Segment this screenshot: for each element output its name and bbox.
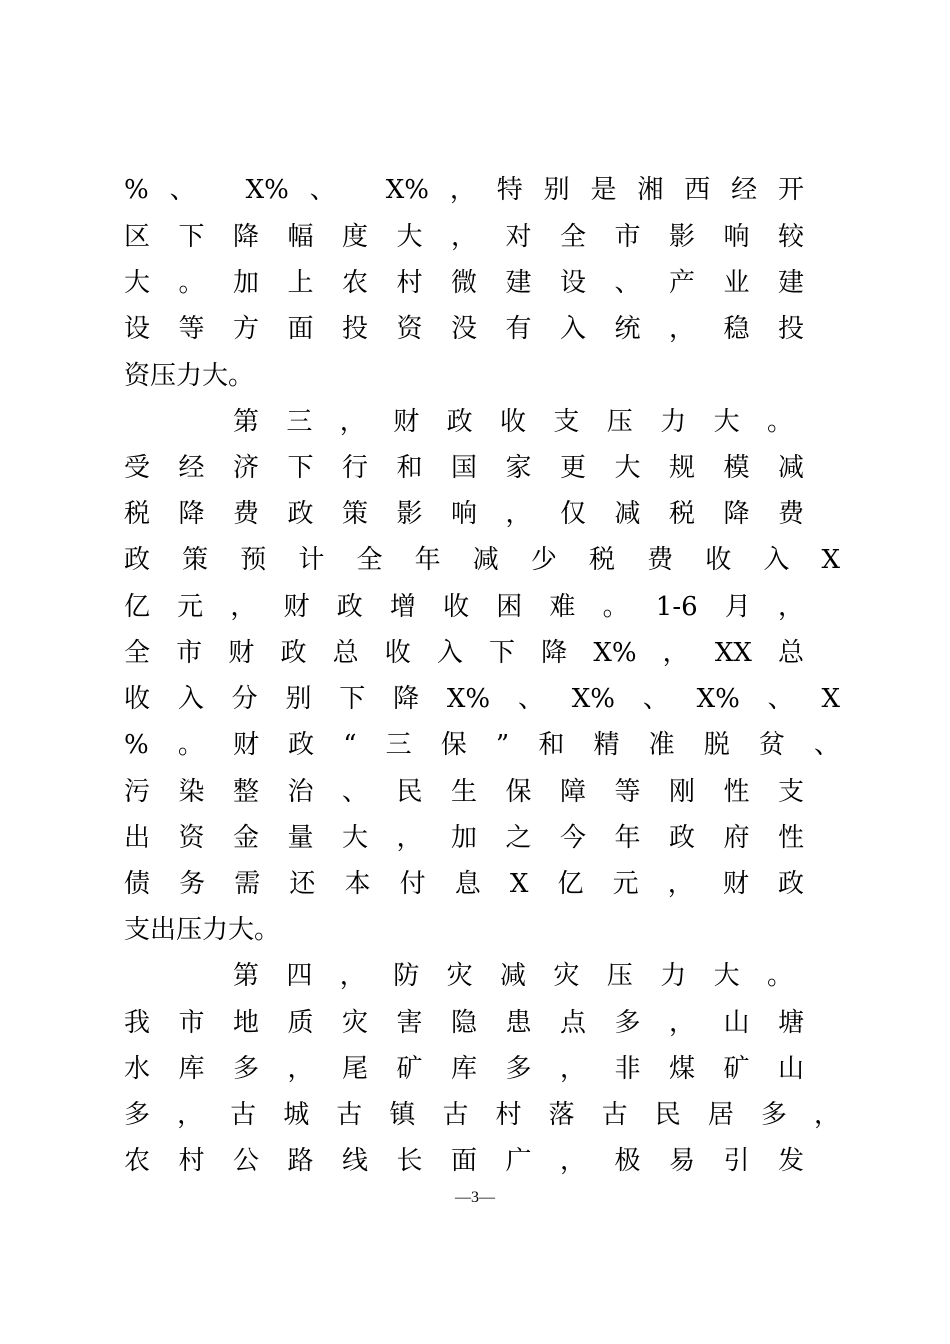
- body-text-line: 农村公路线长面广，极易引发: [124, 1146, 804, 1176]
- body-text-line: 出资金量大，加之今年政府性: [124, 823, 804, 853]
- body-text-line: 债务需还本付息X亿元，财政: [124, 869, 804, 899]
- body-text-line: 设等方面投资没有入统，稳投: [124, 314, 804, 344]
- body-text-line: 污染整治、民生保障等刚性支: [124, 777, 804, 807]
- section-heading-line: 第四，防灾减灾压力大。: [233, 961, 793, 991]
- body-text-line: 收入分别下降X%、X%、X%、X: [124, 684, 840, 714]
- body-text-line: 政策预计全年减少税费收入X: [124, 545, 840, 575]
- body-text-line: 支出压力大。: [124, 915, 281, 945]
- section-heading-line: 第三，财政收支压力大。: [233, 407, 793, 437]
- body-text-line: 亿元，财政增收困难。1-6月，: [124, 592, 804, 622]
- body-text-line: 税降费政策影响，仅减税降费: [124, 499, 804, 529]
- body-text-line: 多，古城古镇古村落古民居多，: [124, 1100, 840, 1130]
- body-text-line: 我市地质灾害隐患点多，山塘: [124, 1008, 804, 1038]
- body-text-line: %。财政“三保”和精准脱贫、: [124, 730, 840, 760]
- body-text-line: %、 X%、 X%，特别是湘西经开: [124, 175, 804, 205]
- body-text-line: 全市财政总收入下降X%，XX总: [124, 638, 804, 668]
- page-number: —3—: [455, 1189, 495, 1206]
- body-text-line: 资压力大。: [124, 361, 255, 391]
- body-text-line: 受经济下行和国家更大规模减: [124, 453, 804, 483]
- body-text-line: 大。加上农村微建设、产业建: [124, 268, 804, 298]
- body-text-line: 区下降幅度大，对全市影响较: [124, 222, 804, 252]
- body-text-line: 水库多，尾矿库多，非煤矿山: [124, 1054, 804, 1084]
